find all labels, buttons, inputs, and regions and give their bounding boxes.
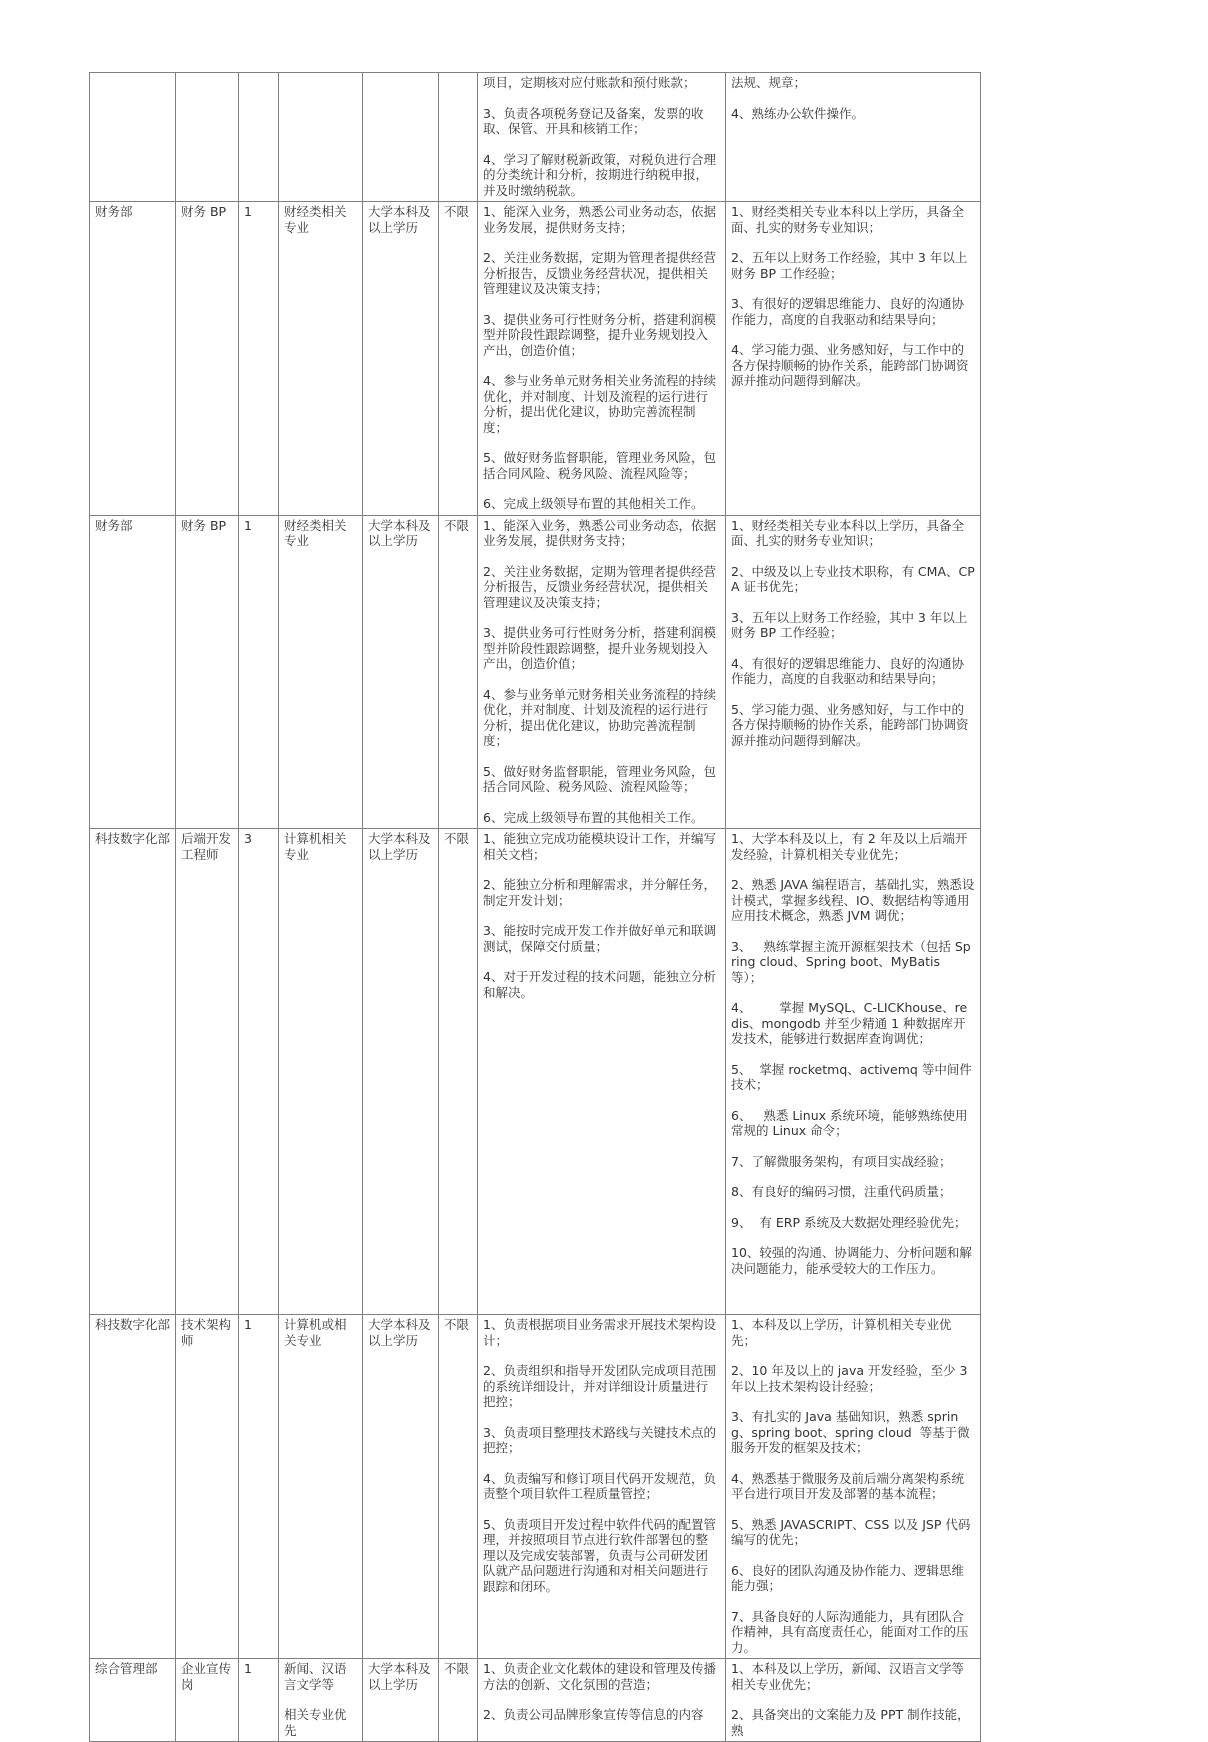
job-table-body <box>90 73 981 1742</box>
cell-major: 财经类相关专业 <box>279 202 363 516</box>
cell-headcount: 3 <box>239 829 279 1315</box>
cell-age-limit: 不限 <box>439 1315 478 1659</box>
cell-major <box>279 73 363 202</box>
cell-headcount: 1 <box>239 1659 279 1742</box>
cell-duties: 1、负责根据项目业务需求开展技术架构设计； 2、负责组织和指导开发团队完成项目范围的系统详细设计，并对详细设计质量进行把控； 3、负责项目整理技术路线与关键技术点的把控； 4、负责编写和修订项目代码开发规范，负责整个项目软件工程质量管控； 5、负责项目开发过程中软件代码的配置管理，并按照项目节点进行软件部署包的整理以及完成安装部署，负责与公司研发团队就产品问题进行沟通和对相关问题进行跟踪和闭环。 <box>478 1315 726 1659</box>
cell-headcount: 1 <box>239 1315 279 1659</box>
cell-requirements: 1、财经类相关专业本科以上学历，具备全面、扎实的财务专业知识； 2、五年以上财务工作经验，其中 3 年以上财务 BP 工作经验； 3、有很好的逻辑思维能力、良好的沟通协作能力，高度的自我驱动和结果导向； 4、学习能力强、业务感知好，与工作中的各方保持顺畅的协作关系，能跨部门协调资源并推动问题得到解决。 <box>726 202 981 516</box>
cell-position: 财务 BP <box>176 515 239 829</box>
cell-education: 大学本科及以上学历 <box>363 1659 439 1742</box>
cell-requirements: 1、本科及以上学历，计算机相关专业优先； 2、10 年及以上的 java 开发经验，至少 3 年以上技术架构设计经验； 3、有扎实的 Java 基础知识，熟悉 spring、spring boot、spring cloud 等基于微服务开发的框架及技术； 4、熟悉基于微服务及前后端分离架构系统平台进行项目开发及部署的基本流程； 5、熟悉 JAVASCRIPT、CSS 以及 JSP 代码编写的优先； 6、良好的团队沟通及协作能力、逻辑思维能力强； 7、具备良好的人际沟通能力，具有团队合作精神，具有高度责任心，能面对工作的压力。 <box>726 1315 981 1659</box>
cell-department <box>90 73 176 202</box>
cell-department: 科技数字化部 <box>90 1315 176 1659</box>
table-row <box>90 73 981 202</box>
table-row <box>90 1315 981 1659</box>
cell-major: 新闻、汉语言文学等 相关专业优先 <box>279 1659 363 1742</box>
cell-age-limit: 不限 <box>439 1659 478 1742</box>
cell-education: 大学本科及以上学历 <box>363 515 439 829</box>
cell-major: 财经类相关专业 <box>279 515 363 829</box>
cell-position: 技术架构师 <box>176 1315 239 1659</box>
cell-headcount: 1 <box>239 515 279 829</box>
cell-major: 计算机相关专业 <box>279 829 363 1315</box>
cell-requirements: 1、大学本科及以上，有 2 年及以上后端开发经验，计算机相关专业优先； 2、熟悉 JAVA 编程语言，基础扎实，熟悉设计模式，掌握多线程、IO、数据结构等通用应用技术概念，熟悉 JVM 调优； 3、 熟练掌握主流开源框架技术（包括 Spring cloud、Spring boot、MyBatis 等）； 4、 掌握 MySQL、C-LICKhouse、redis、mongodb 并至少精通 1 种数据库开发技术，能够进行数据库查询调优； 5、 掌握 rocketmq、activemq 等中间件技术； 6、 熟悉 Linux 系统环境，能够熟练使用常规的 Linux 命令； 7、了解微服务架构，有项目实战经验； 8、有良好的编码习惯，注重代码质量； 9、 有 ERP 系统及大数据处理经验优先； 10、较强的沟通、协调能力、分析问题和解决问题能力，能承受较大的工作压力。 <box>726 829 981 1315</box>
cell-education: 大学本科及以上学历 <box>363 1315 439 1659</box>
cell-department: 财务部 <box>90 515 176 829</box>
cell-education: 大学本科及以上学历 <box>363 829 439 1315</box>
cell-position: 企业宣传岗 <box>176 1659 239 1742</box>
cell-department: 科技数字化部 <box>90 829 176 1315</box>
cell-position <box>176 73 239 202</box>
table-row <box>90 202 981 516</box>
cell-duties: 1、负责企业文化载体的建设和管理及传播方法的创新、文化氛围的营造； 2、负责公司品牌形象宣传等信息的内容 <box>478 1659 726 1742</box>
cell-position: 后端开发工程师 <box>176 829 239 1315</box>
cell-duties: 项目，定期核对应付账款和预付账款； 3、负责各项税务登记及备案，发票的收取、保管、开具和核销工作； 4、学习了解财税新政策，对税负进行合理的分类统计和分析，按期进行纳税申报，并及时缴纳税款。 <box>478 73 726 202</box>
table-row <box>90 515 981 829</box>
cell-duties: 1、能深入业务，熟悉公司业务动态，依据业务发展，提供财务支持； 2、关注业务数据，定期为管理者提供经营分析报告，反馈业务经营状况，提供相关管理建议及决策支持； 3、提供业务可行性财务分析，搭建利润模型并阶段性跟踪调整，提升业务规划投入产出，创造价值； 4、参与业务单元财务相关业务流程的持续优化，并对制度、计划及流程的运行进行分析，提出优化建议，协助完善流程制度； 5、做好财务监督职能，管理业务风险，包括合同风险、税务风险、流程风险等； 6、完成上级领导布置的其他相关工作。 <box>478 515 726 829</box>
cell-education: 大学本科及以上学历 <box>363 202 439 516</box>
cell-age-limit: 不限 <box>439 202 478 516</box>
cell-headcount: 1 <box>239 202 279 516</box>
cell-department: 综合管理部 <box>90 1659 176 1742</box>
cell-age-limit: 不限 <box>439 515 478 829</box>
cell-position: 财务 BP <box>176 202 239 516</box>
cell-requirements: 1、财经类相关专业本科以上学历，具备全面、扎实的财务专业知识； 2、中级及以上专业技术职称，有 CMA、CPA 证书优先； 3、五年以上财务工作经验，其中 3 年以上财务 BP 工作经验； 4、有很好的逻辑思维能力、良好的沟通协作能力，高度的自我驱动和结果导向； 5、学习能力强、业务感知好，与工作中的各方保持顺畅的协作关系，能跨部门协调资源并推动问题得到解决。 <box>726 515 981 829</box>
cell-age-limit: 不限 <box>439 829 478 1315</box>
cell-duties: 1、能深入业务，熟悉公司业务动态，依据业务发展，提供财务支持； 2、关注业务数据，定期为管理者提供经营分析报告，反馈业务经营状况，提供相关管理建议及决策支持； 3、提供业务可行性财务分析，搭建利润模型并阶段性跟踪调整，提升业务规划投入产出，创造价值； 4、参与业务单元财务相关业务流程的持续优化，并对制度、计划及流程的运行进行分析，提出优化建议，协助完善流程制度； 5、做好财务监督职能，管理业务风险，包括合同风险、税务风险、流程风险等； 6、完成上级领导布置的其他相关工作。 <box>478 202 726 516</box>
cell-education <box>363 73 439 202</box>
job-postings-table <box>89 72 981 1742</box>
cell-duties: 1、能独立完成功能模块设计工作，并编写相关文档； 2、能独立分析和理解需求，并分解任务，制定开发计划； 3、能按时完成开发工作并做好单元和联调测试，保障交付质量； 4、对于开发过程的技术问题，能独立分析和解决。 <box>478 829 726 1315</box>
cell-requirements: 法规、规章； 4、熟练办公软件操作。 <box>726 73 981 202</box>
cell-age-limit <box>439 73 478 202</box>
cell-department: 财务部 <box>90 202 176 516</box>
table-row <box>90 829 981 1315</box>
cell-major: 计算机或相关专业 <box>279 1315 363 1659</box>
table-row <box>90 1659 981 1742</box>
cell-headcount <box>239 73 279 202</box>
cell-requirements: 1、本科及以上学历，新闻、汉语言文学等相关专业优先； 2、具备突出的文案能力及 PPT 制作技能，熟 <box>726 1659 981 1742</box>
